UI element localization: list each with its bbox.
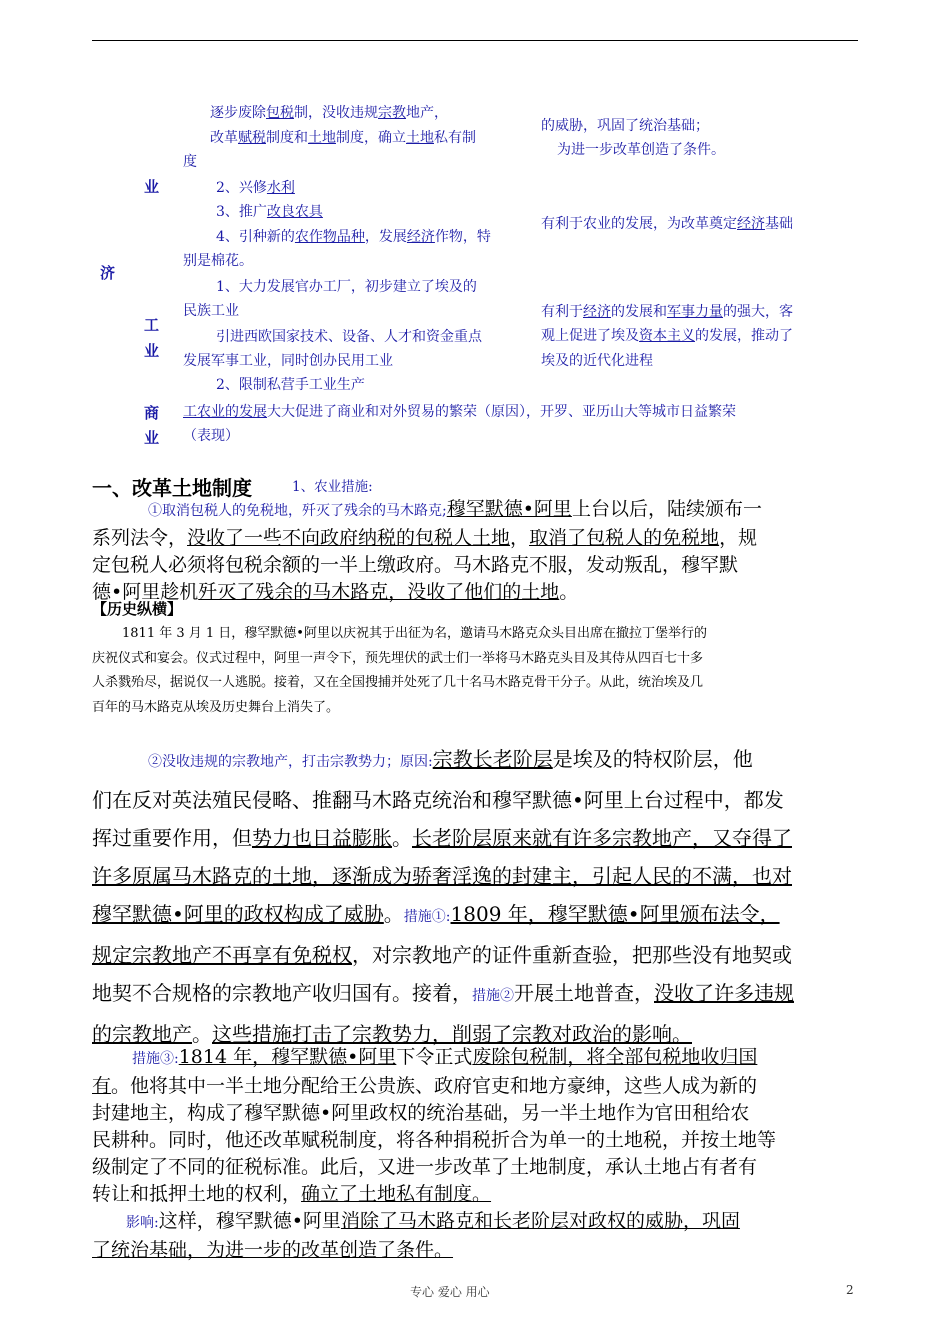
paragraph-1: ①取消包税人的免税地，歼灭了残余的马木路克;穆罕默德•阿里上台以后，陆续颁布一 系列法令，没收了一些不向政府纳税的包税人土地，取消了包税人的免税地，规 定包税人必须将包税余额的一半上缴政府。马木路克不服，发动叛乱，穆罕默 德•阿里趁机歼灭了残余的马木路克，没收了他们的土地。	[92, 498, 762, 603]
commerce-line-1: 工农业的发展大大促进了商业和对外贸易的繁荣（原因），开罗、亚历山大等城市日益繁荣	[183, 404, 736, 420]
page-number: 2	[846, 1283, 854, 1297]
link-fushui[interactable]: 赋税	[238, 130, 266, 146]
ind-measure-line-5: 2、限制私营手工业生产	[216, 377, 365, 393]
link-gailiang-nongju[interactable]: 改良农具	[266, 204, 323, 220]
agri-effect-line-3: 有利于农业的发展，为改革奠定经济基础	[541, 216, 793, 232]
link-nongzuowu[interactable]: 农作物品种	[294, 229, 365, 245]
history-box-text: 1811 年 3 月 1 日，穆罕默德•阿里以庆祝其于出征为名，邀请马木路克众头目出席在撤拉丁堡举行的 庆祝仪式和宴会。仪式过程中，阿里一声令下，预先埋伏的武士们一举将马木路克头目及其侍从四百七十多 人杀戮殆尽，据说仅一人逃脱。接着，又在全国搜捕并处死了几十名马木路克骨干分子。从此，统治埃及几 百年的马木路克从埃及历史舞台上消失了。	[92, 626, 707, 715]
section-sub-heading: 1、农业措施:	[292, 479, 373, 495]
link-gongnongye[interactable]: 工农业的发展	[183, 404, 267, 420]
agri-effect-line-1: 的威胁，巩固了统治基础；	[541, 118, 709, 134]
agri-measure-line-4: 2、兴修水利	[216, 180, 295, 196]
agri-measure-line-2: 改革赋税制度和土地制度，确立土地私有制	[210, 130, 476, 146]
link-tudi-2[interactable]: 土地	[406, 130, 434, 146]
ind-effect-line-3: 埃及的近代化进程	[541, 353, 653, 369]
footer-motto: 专心 爱心 用心	[410, 1285, 490, 1299]
link-baoshui[interactable]: 包税	[266, 105, 294, 121]
link-jingji-2[interactable]: 经济	[737, 216, 765, 232]
link-jingji-1[interactable]: 经济	[406, 229, 435, 245]
ind-measure-line-2: 民族工业	[183, 303, 239, 319]
table-label-commerce-2: 业	[144, 429, 160, 447]
link-zibenzhuyi[interactable]: 资本主义	[639, 328, 695, 344]
ind-measure-line-3: 引进西欧国家技术、设备、人才和资金重点	[216, 329, 482, 345]
header-rule	[92, 40, 858, 41]
commerce-line-2: （表现）	[183, 428, 239, 444]
table-label-industry-2: 业	[144, 342, 160, 360]
link-junshi-liliang[interactable]: 军事力量	[667, 304, 723, 320]
agri-measure-line-6: 4、引种新的农作物品种，发展经济作物，特	[216, 229, 491, 245]
paragraph-2: ②没收违规的宗教地产，打击宗教势力；原因:宗教长老阶层是埃及的特权阶层，他 们在反对英法殖民侵略、推翻马木路克统治和穆罕默德•阿里上台过程中，都发 挥过重要作用，但势力也日益膨胀。长老阶层原来就有许多宗教地产，又夺得了 许多原属马木路克的土地，逐渐成为骄奢淫逸的封建主，引起人民的不满，也对 穆罕默德•阿里的政权构成了威胁。措施①:1809 年，穆罕默德•阿里颁布法令， 规定宗教地产不再享有免税权，对宗教地产的证件重新查验，把那些没有地契或 地契不合规格的宗教地产收归国有。接着，措施②开展土地普查，没收了许多违规 的宗教地产。这些措施打击了宗教势力，削弱了宗教对政治的影响。	[92, 747, 794, 1046]
measure-2-lead: ②没收违规的宗教地产，打击宗教势力；	[148, 754, 400, 770]
table-label-commerce-1: 商	[144, 404, 160, 422]
link-shuili[interactable]: 水利	[266, 180, 295, 196]
paragraph-3: 措施③:1814 年，穆罕默德•阿里下令正式废除包税制，将全部包税地收归国 有。他将其中一半土地分配给王公贵族、政府官吏和地方豪绅，这些人成为新的 封建地主，构成了穆罕默德•阿里政权的统治基础，另一半土地作为官田租给农 民耕种。同时，他还改革赋税制度，将各种捐税折合为单一的土地税，并按土地等 级制定了不同的征税标准。此后，又进一步改革了土地制度，承认土地占有者有 转让和抵押土地的权利，确立了土地私有制度。 影响:这样，穆罕默德•阿里消除了马木路克和长老阶层对政权的威胁，巩固 了统治基础，为进一步的改革创造了条件。	[92, 1046, 777, 1261]
table-label-agriculture: 业	[144, 178, 160, 196]
ind-effect-line-1: 有利于经济的发展和军事力量的强大，客	[541, 304, 793, 320]
measure-3-lead: 措施③:	[132, 1051, 179, 1067]
measure-1-lead: ①取消包税人的免税地，歼灭了残余的马木路克;	[148, 503, 447, 519]
agri-measure-line-3: 度	[183, 154, 197, 170]
ind-measure-line-1: 1、大力发展官办工厂，初步建立了埃及的	[216, 279, 477, 295]
ind-measure-line-4: 发展军事工业，同时创办民用工业	[183, 353, 393, 369]
table-label-economy: 济	[100, 264, 116, 282]
agri-effect-line-2: 为进一步改革创造了条件。	[557, 142, 725, 158]
agri-measure-line-1: 逐步废除包税制，没收违规宗教地产，	[210, 105, 448, 121]
ind-effect-line-2: 观上促进了埃及资本主义的发展，推动了	[541, 328, 793, 344]
effect-lead: 影响:	[126, 1215, 159, 1231]
agri-measure-line-7: 别是棉花。	[183, 253, 253, 269]
table-label-industry-1: 工	[144, 316, 160, 334]
agri-measure-line-5: 3、推广改良农具	[216, 204, 323, 220]
history-box-title: 【历史纵横】	[92, 600, 183, 618]
link-jingji-3[interactable]: 经济	[583, 304, 611, 320]
link-zongjiao[interactable]: 宗教	[378, 105, 406, 121]
link-tudi-1[interactable]: 土地	[308, 130, 336, 146]
section-heading: 一、改革土地制度	[92, 476, 252, 500]
